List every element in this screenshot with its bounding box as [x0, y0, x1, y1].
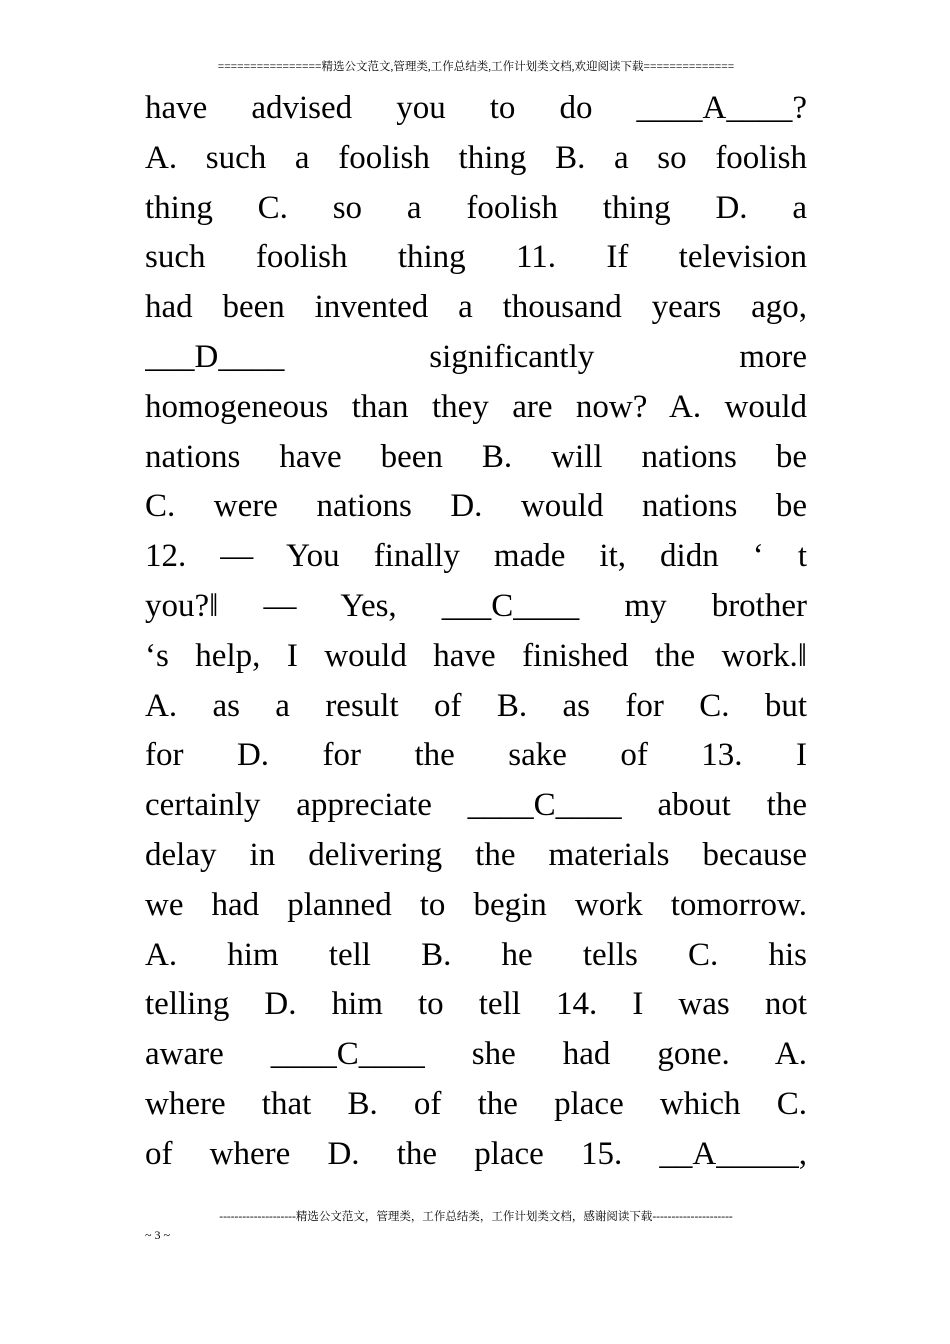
text-line: where that B. of the place which C. [145, 1085, 807, 1122]
text-line: thing C. so a foolish thing D. a [145, 189, 807, 226]
text-line: A. such a foolish thing B. a so foolish [145, 139, 807, 176]
text-line: homogeneous than they are now? A. would [145, 388, 807, 425]
text-line: such foolish thing 11. If television [145, 239, 807, 276]
text-line: delay in delivering the materials because [145, 836, 807, 873]
text-line: nations have been B. will nations be [145, 438, 807, 475]
text-line: you?‖ — Yes, ___C____ my brother [145, 587, 807, 624]
text-line: A. as a result of B. as for C. but [145, 687, 807, 724]
text-line: for D. for the sake of 13. I [145, 737, 807, 774]
text-line: certainly appreciate ____C____ about the [145, 787, 807, 824]
page-header: ================精选公文范文,管理类,工作总结类,工作计划类文档,欢迎阅读下载============== [217, 61, 735, 73]
text-line: A. him tell B. he tells C. his [145, 936, 807, 973]
text-line: ___D____ significantly more [145, 338, 807, 375]
text-line: had been invented a thousand years ago, [145, 289, 807, 326]
text-line: have advised you to do ____A____? [145, 90, 807, 126]
text-line: C. were nations D. would nations be [145, 488, 807, 525]
text-line: 12. — You finally made it, didn ‘ t [145, 538, 807, 575]
text-line: telling D. him to tell 14. I was not [145, 986, 807, 1023]
text-line: ‘s help, I would have finished the work.‖ [145, 637, 807, 674]
page-number: ~ 3 ~ [145, 1228, 170, 1242]
text-line: we had planned to begin work tomorrow. [145, 886, 807, 923]
text-line: of where D. the place 15. __A_____, [145, 1135, 807, 1172]
text-line: aware ____C____ she had gone. A. [145, 1036, 807, 1073]
page-footer: --------------------精选公文范文，管理类，工作总结类，工作计划类文档，感谢阅读下载--------------------- [219, 1211, 733, 1223]
document-body [145, 84, 807, 1180]
